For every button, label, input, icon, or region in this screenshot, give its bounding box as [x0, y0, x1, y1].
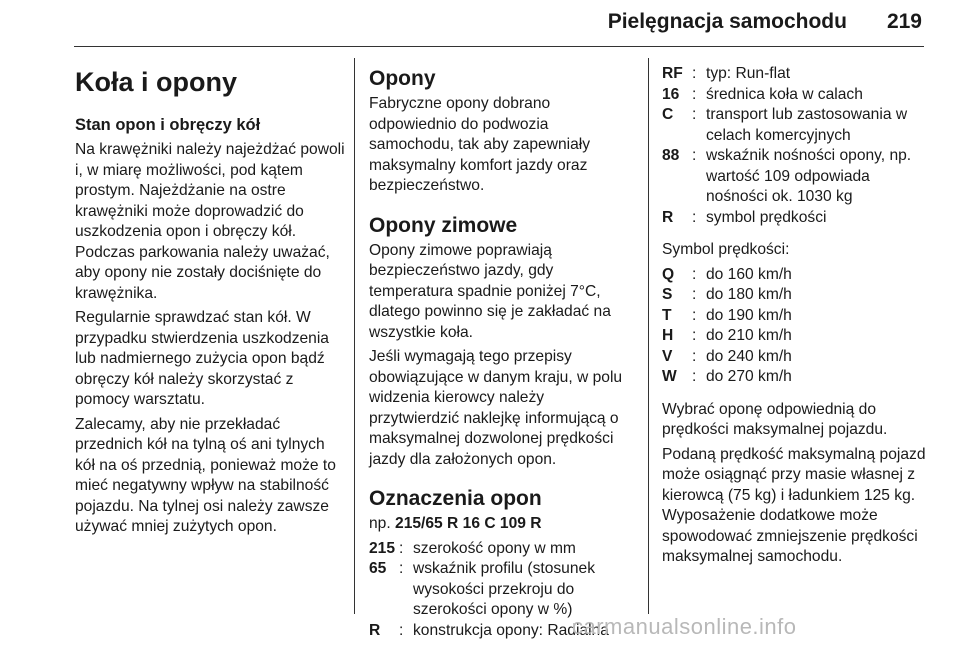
item-value: konstrukcja opony: Radialna	[413, 621, 609, 639]
item-value: transport lub zastosowania w celach komercyjnych	[706, 106, 908, 144]
section-heading: Opony zimowe	[369, 213, 518, 237]
paragraph: Regularnie sprawdzać stan kół. W przypadku stwierdzenia uszkodzenia lub nadmiernego zużycia opon bądź obręczy kół należy skorzystać z pomocy warsztatu.	[75, 309, 329, 408]
list-item	[662, 265, 928, 286]
list-item	[662, 326, 928, 347]
paragraph: Jeśli wymagają tego przepisy obowiązujące w danym kraju, w polu widzenia kierowcy należy przytwierdzić naklejkę informującą o maksymalnej dozwolonej prędkości jazdy dla założonych opon.	[369, 348, 623, 468]
list-item	[662, 64, 928, 85]
item-value: do 190 km/h	[706, 306, 792, 324]
item-key: S	[662, 286, 673, 303]
paragraph: Na krawężniki należy najeżdżać powoli i, w miarę możliwości, pod kątem prostym. Najeżdżanie na ostre krawężniki może doprowadzić do uszkodzenia opon i obręczy kół. Podczas parkowania należy uważać, aby opony nie zostały dociśnięte do krawężnika.	[75, 141, 345, 302]
list-item	[662, 208, 928, 229]
section-heading: Oznaczenia opon	[369, 487, 542, 510]
item-separator: :	[692, 265, 697, 283]
item-separator: :	[692, 106, 697, 123]
page-number: 219	[886, 10, 922, 33]
item-key: RF	[662, 65, 683, 82]
paragraph: Zalecamy, aby nie przekładać przednich kół na tylną oś ani tylnych kół na oś przednią, ponieważ może to mieć negatywny wpływ na stabilność pojazdu. Na tylnej osi należy zawsze używać mniej zużytych opon.	[75, 415, 336, 535]
item-separator: :	[692, 306, 697, 324]
item-separator: :	[399, 621, 404, 639]
item-separator: :	[692, 347, 697, 365]
watermark: carmanualsonline.info	[572, 614, 797, 639]
item-key: 88	[662, 147, 680, 164]
list-item	[662, 285, 928, 306]
item-value: szerokość opony w mm	[413, 539, 576, 557]
item-separator: :	[692, 65, 697, 82]
item-separator: :	[692, 368, 697, 385]
item-separator: :	[692, 327, 697, 344]
item-key: 65	[369, 560, 387, 577]
paragraph: Wybrać oponę odpowiednią do prędkości maksymalnej pojazdu.	[662, 400, 888, 438]
list-item	[662, 347, 928, 368]
list-item	[369, 559, 633, 621]
item-value: wskaźnik nośności opony, np. wartość 109 odpowiada nośności ok. 1030 kg	[706, 147, 912, 205]
item-separator: :	[399, 539, 404, 557]
item-value: wskaźnik profilu (stosunek wysokości przekroju do szerokości opony w %)	[413, 560, 596, 618]
item-key: C	[662, 106, 674, 123]
item-separator: :	[692, 208, 697, 226]
item-value: do 240 km/h	[706, 347, 792, 365]
item-separator: :	[692, 286, 697, 303]
running-title: Pielęgnacja samochodu	[607, 10, 847, 33]
item-value: do 160 km/h	[706, 265, 792, 283]
list-item	[662, 85, 928, 106]
speed-symbol-heading: Symbol prędkości:	[662, 241, 790, 258]
item-value: do 180 km/h	[706, 286, 792, 303]
list-item	[662, 146, 928, 208]
item-key: H	[662, 327, 674, 344]
list-item	[662, 105, 928, 146]
list-item	[662, 306, 928, 327]
column-divider	[648, 58, 649, 614]
item-key: R	[662, 208, 674, 226]
list-item	[369, 539, 633, 560]
section-heading: Opony	[369, 67, 436, 90]
header-rule	[74, 46, 924, 47]
item-separator: :	[399, 560, 404, 577]
paragraph: Fabryczne opony dobrano odpowiednio do podwozia samochodu, tak aby zapewniały maksymalny komfort jazdy oraz bezpieczeństwo.	[369, 95, 591, 194]
item-key: R	[369, 621, 381, 639]
list-item	[662, 367, 928, 388]
item-key: V	[662, 347, 673, 365]
column-1	[75, 58, 347, 542]
column-divider	[354, 58, 355, 614]
example-code: 215/65 R 16 C 109 R	[395, 515, 542, 532]
tire-code-example	[369, 514, 633, 535]
item-separator: :	[692, 85, 697, 103]
column-2	[369, 58, 633, 647]
item-value: do 270 km/h	[706, 368, 792, 385]
item-value: średnica koła w calach	[706, 85, 863, 103]
paragraph: Podaną prędkość maksymalną pojazd może osiągnąć przy masie własnej z kierowcą (75 kg) i ładunkiem 125 kg. Wyposażenie dodatkowe może spowodować zmniejszenie prędkości maksymalnej samochodu.	[662, 445, 926, 565]
item-value: typ: Run-flat	[706, 65, 791, 82]
paragraph: Opony zimowe poprawiają bezpieczeństwo jazdy, gdy temperatura spadnie poniżej 7°C, dlatego powinno się je zakładać na wszystkie koła.	[369, 241, 611, 341]
section-heading: Stan opon i obręczy kół	[75, 116, 261, 134]
item-key: W	[662, 368, 677, 385]
page-header	[608, 10, 922, 34]
example-prefix: np.	[369, 515, 391, 532]
item-key: Q	[662, 265, 675, 283]
item-value: symbol prędkości	[706, 208, 827, 226]
item-separator: :	[692, 147, 697, 164]
item-key: 215	[369, 539, 396, 557]
speed-symbol-list	[662, 265, 928, 388]
tire-code-list-continued	[662, 64, 928, 228]
chapter-title: Koła i opony	[75, 67, 237, 97]
item-value: do 210 km/h	[706, 327, 792, 344]
column-3	[662, 58, 928, 572]
item-key: T	[662, 306, 672, 324]
item-key: 16	[662, 85, 680, 103]
